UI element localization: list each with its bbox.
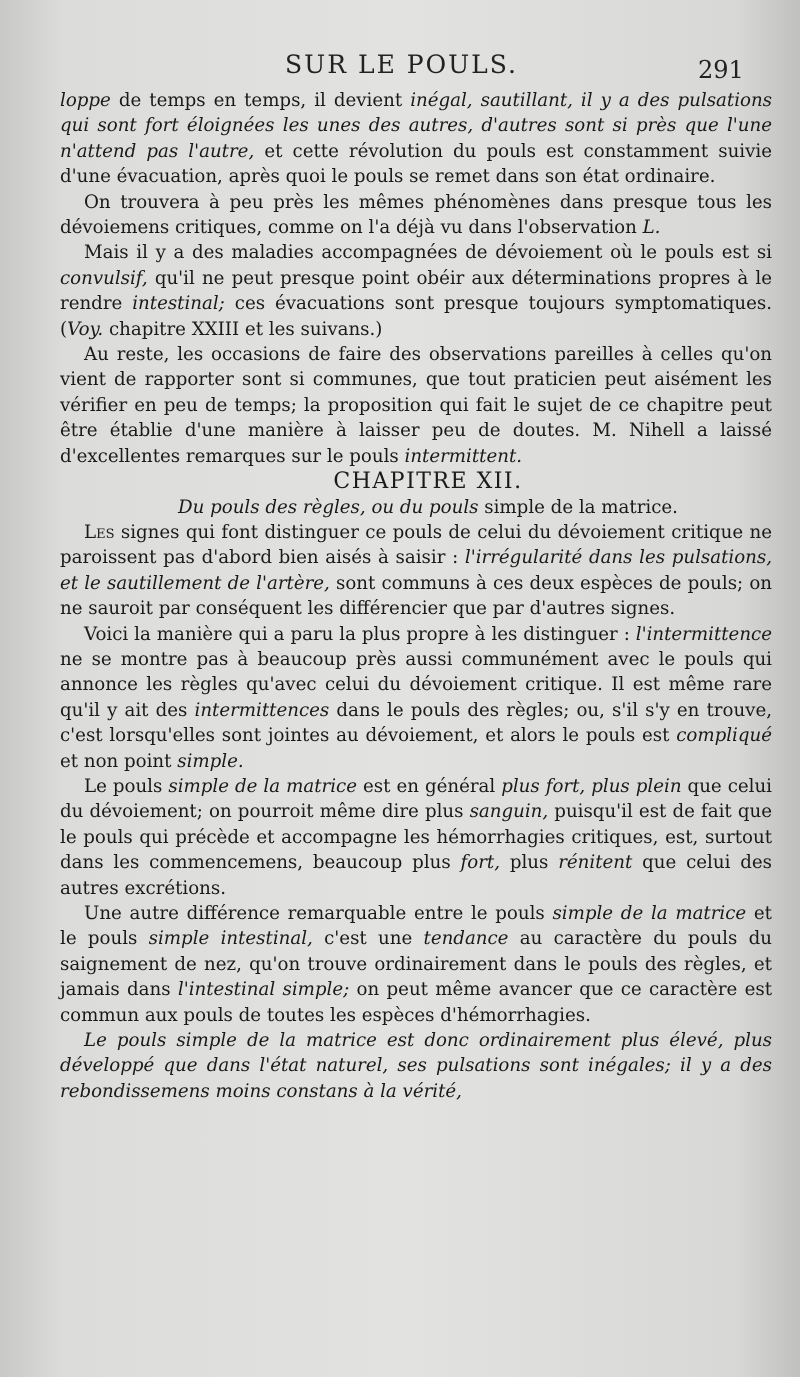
paragraph-4	[60, 342, 772, 469]
running-head	[0, 48, 800, 88]
text-italic: l'intestinal simple;	[177, 979, 350, 1001]
text-italic: L.	[642, 217, 661, 239]
text-roman: est en général	[356, 775, 502, 797]
text-roman: signes qui font distinguer ce pouls de celui du dévoiement critique ne paroissent pas d'abord bien aisés à saisir :	[60, 521, 772, 569]
text-roman: Une autre différence remarquable entre le pouls	[84, 903, 553, 924]
text-italic: intestinal;	[132, 293, 225, 315]
text-roman: On trouvera à peu près les mêmes phénomènes dans presque tous les dévoiemens critiques, comme on l'a déjà vu dans l'observation	[60, 191, 772, 239]
opening-capitals: Les	[84, 521, 115, 543]
text-roman: c'est une	[312, 928, 424, 950]
running-title: SUR LE POULS.	[285, 50, 518, 79]
subtitle-italic: Du pouls des règles, ou du pouls	[178, 496, 479, 518]
text-roman: Au reste, les occasions de faire des observations pareilles à celles qu'on vient de rapporter sont si communes, que tout praticien peut aisément les vérifier en peu de temps; la proposition qui fait le sujet de ce chapitre peut être établie d'une manière à laisser peu de doutes. M. Nihell a laissé d'excellentes remarques sur le pouls	[60, 344, 772, 467]
text-roman: on peut même avancer que ce caractère est commun aux pouls de toutes les espèces d'hémorrhagies.	[60, 979, 772, 1026]
text-italic: Le pouls simple de la matrice est donc ordinairement plus élevé, plus développé que dans l'état naturel, ses pulsations sont inégales; il y a des rebondissemens moins constans à la vérité,	[60, 1030, 772, 1102]
page-number: 291	[698, 56, 744, 84]
text-italic: simple.	[177, 750, 244, 772]
text-roman: qu'il ne peut presque point obéir aux déterminations propres à le rendre	[60, 267, 772, 315]
text-italic: intermittent.	[404, 445, 523, 467]
text-italic: tendance	[423, 928, 509, 950]
text-roman: puisqu'il est de fait que le pouls qui précède et accompagne les hémorrhagies critiques, est, surtout dans les commencemens, beaucoup plus	[60, 801, 772, 874]
text-roman: chapitre XXIII et les suivans.)	[103, 318, 383, 340]
text-italic: simple de la matrice	[552, 903, 747, 924]
text-italic: plus fort, plus plein	[501, 775, 682, 797]
paragraph-3	[60, 240, 772, 342]
chapter-subtitle	[60, 495, 772, 520]
text-italic: l'irrégularité dans les pulsations, et le sautillement de l'artère,	[60, 547, 773, 594]
chapter-paragraph-5	[60, 1028, 772, 1104]
text-italic: compliqué	[676, 725, 772, 747]
chapter-title: CHAPITRE XII.	[333, 469, 523, 495]
text-roman: sont communs à ces deux espèces de pouls; on ne sauroit par conséquent les différencier que par d'autres signes.	[60, 572, 772, 620]
text-italic: fort,	[460, 852, 500, 874]
text-roman: au caractère du pouls du saignement de nez, qu'on trouve ordinairement dans le pouls des règles, et jamais dans	[60, 928, 772, 1001]
paragraph-1	[60, 88, 772, 190]
text-roman: que celui des autres excrétions.	[60, 852, 772, 899]
text-roman: et le pouls	[60, 903, 772, 950]
text-roman: Voici la manière qui a paru la plus propre à les distinguer :	[84, 623, 636, 645]
text-roman: Mais il y a des maladies accompagnées de dévoiement où le pouls est si	[84, 242, 772, 264]
chapter-paragraph-4	[60, 901, 772, 1028]
text-roman: ne se montre pas à beaucoup près aussi communément avec le pouls qui annonce les règles qu'avec celui du dévoiement critique. Il est même rare qu'il y ait des	[60, 648, 772, 721]
text-italic: convulsif,	[60, 267, 148, 289]
chapter-paragraph-2	[60, 622, 772, 774]
text-italic: inégal, sautillant, il y a des pulsations qui sont fort éloignées les unes des autres, d'autres sont si près que l'une n'attend pas l'autre,	[60, 90, 773, 162]
text-italic: Voy.	[67, 318, 104, 340]
text-italic: l'intermittence	[635, 623, 772, 645]
text-roman: plus	[500, 852, 559, 874]
chapter-paragraph-3	[60, 774, 772, 901]
text-roman: que celui du dévoiement; on pourroit même dire plus	[60, 775, 772, 823]
text-italic: simple de la matrice	[168, 775, 357, 797]
text-italic: intermittences	[194, 699, 330, 721]
text-italic: loppe	[60, 90, 111, 111]
text-italic: simple intestinal,	[148, 928, 313, 950]
chapter-paragraph-1	[60, 520, 772, 622]
text-roman: ces évacuations sont presque toujours symptomatiques. (	[60, 293, 772, 340]
subtitle-roman: simple de la matrice.	[478, 496, 678, 518]
text-italic: rénitent	[558, 852, 633, 874]
text-roman: dans le pouls des règles; ou, s'il s'y en trouve, c'est lorsqu'elles sont jointes au dévoiement, et alors le pouls est	[60, 699, 772, 747]
text-roman: Le pouls	[84, 775, 169, 797]
text-roman: et non point	[60, 750, 178, 772]
text-roman: de temps en temps, il devient	[110, 90, 411, 111]
text-italic: sanguin,	[469, 801, 549, 823]
body-text	[60, 88, 772, 1104]
paragraph-2	[60, 190, 772, 241]
text-roman: et cette révolution du pouls est constamment suivie d'une évacuation, après quoi le pouls se remet dans son état ordinaire.	[60, 140, 772, 188]
